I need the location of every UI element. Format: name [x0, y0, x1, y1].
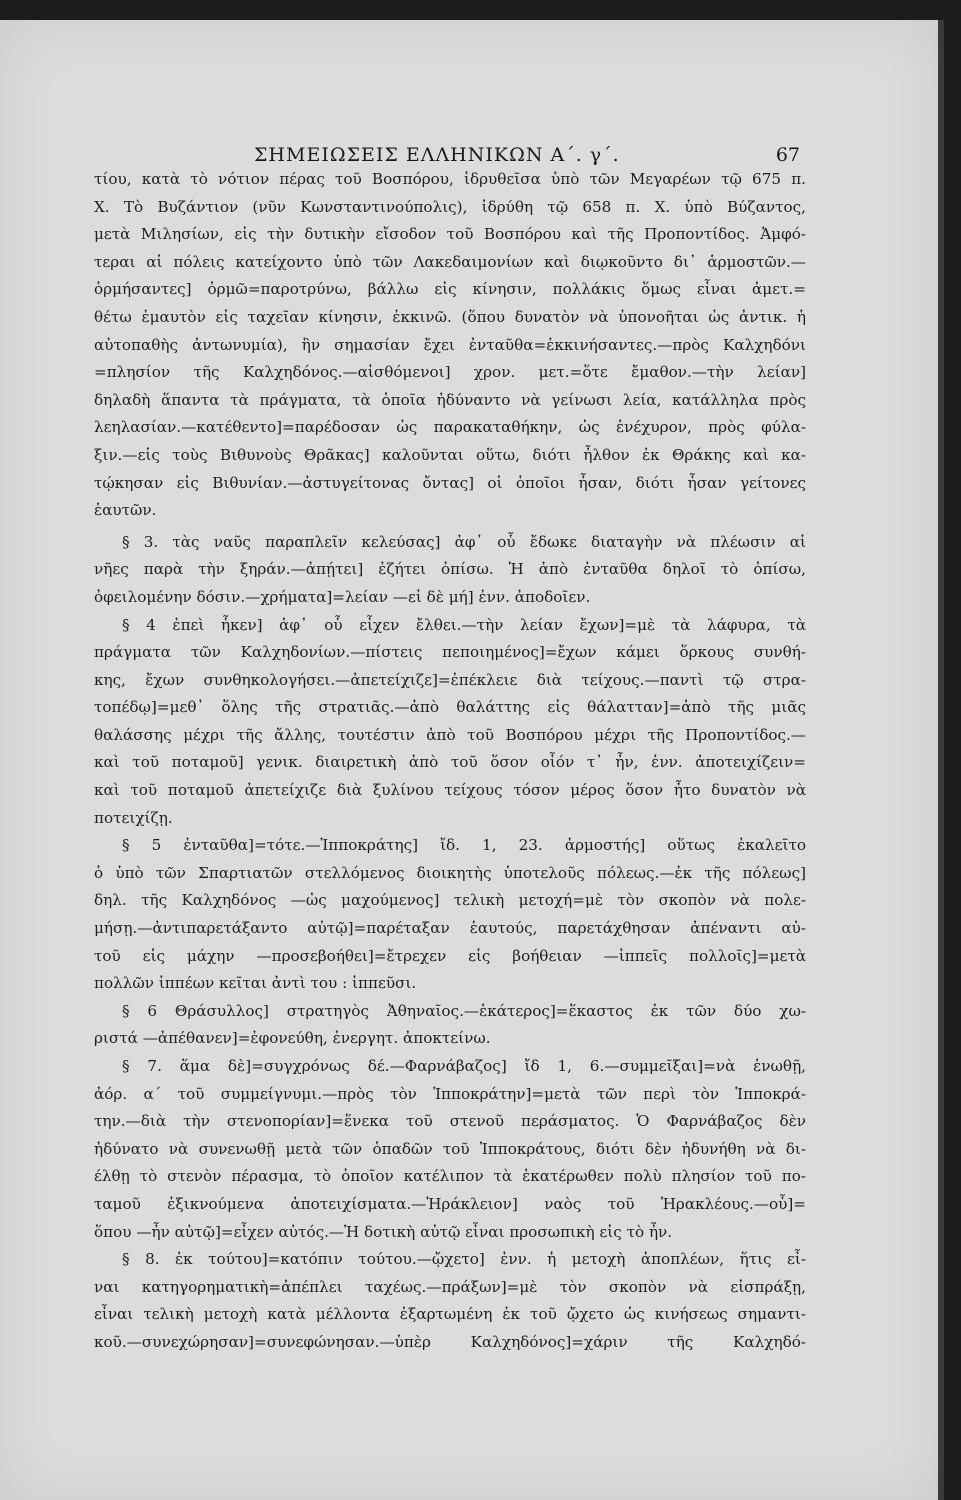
text-line: ἀόρ. α΄ τοῦ συμμείγνυμι.—πρὸς τὸν Ἱπποκράτην]=μετὰ τῶν περὶ τὸν Ἱπποκρά- — [94, 1084, 806, 1103]
section-5-line: § 5 ἐνταῦθα]=τότε.—Ἱπποκράτης] ἴδ. 1, 23. ἁρμοστής] οὕτως ἐκαλεῖτο — [122, 836, 806, 855]
text-line: λεηλασίαν.—κατέθεντο]=παρέδοσαν ὡς παρακαταθήκην, ὡς ἐνέχυρον, πρὸς φύλα- — [94, 418, 806, 437]
text-line: Χ. Τὸ Βυζάντιον (νῦν Κωνσταντινούπολις), ἱδρύθη τῷ 658 π. Χ. ὑπὸ Βύζαντος, — [94, 197, 806, 216]
section-7-line: § 7. ἅμα δὲ]=συγχρόνως δέ.—Φαρνάβαζος] ἴδ 1, 6.—συμμεῖξαι]=νὰ ἑνωθῇ, — [122, 1057, 806, 1075]
text-line: ταμοῦ ἐξικνούμενα ἀποτειχίσματα.—Ἡράκλειον] ναὸς τοῦ Ἡρακλέους.—οὗ]= — [94, 1194, 806, 1213]
text-line: καὶ τοῦ ποταμοῦ ἀπετείχιζε διὰ ξυλίνου τείχους τόσον μέρος ὅσον ἦτο δυνατὸν νὰ — [94, 781, 806, 800]
text-line: ὀφειλομένην δόσιν.—χρήματα]=λείαν —εἰ δὲ μή] ἐνν. ἀποδοῖεν. — [94, 587, 591, 606]
text-line: ὁ ὑπὸ τῶν Σπαρτιατῶν στελλόμενος διοικητὴς ὑποτελοῦς πόλεως.—ἐκ τῆς πόλεως] — [94, 863, 806, 882]
text-line: την.—διὰ τὴν στενοπορίαν]=ἕνεκα τοῦ στενοῦ περάσματος. Ὁ Φαρνάβαζος δὲν — [94, 1112, 806, 1131]
text-line: τοπέδῳ]=μεθ᾽ ὅλης τῆς στρατιᾶς.—ἀπὸ θαλάττης εἰς θάλατταν]=ἀπὸ τῆς μιᾶς — [94, 698, 806, 717]
text-line: κοῦ.—συνεχώρησαν]=συνεφώνησαν.—ὑπὲρ Καλχηδόνος]=χάριν τῆς Καλχηδό- — [94, 1332, 806, 1351]
text-line: θέτω ἐμαυτὸν εἰς ταχεῖαν κίνησιν, ἐκκινῶ. (ὅπου δυνατὸν νὰ ὑπονοῆται ὡς ἀντικ. ἡ — [94, 307, 806, 326]
text-line: δηλαδὴ ἅπαντα τὰ πράγματα, τὰ ὁποῖα ἠδύναντο νὰ γείνωσι λεία, κατάλληλα πρὸς — [94, 390, 806, 409]
text-line: τοῦ εἰς μάχην —προσεβοήθει]=ἔτρεχεν εἰς βοήθειαν —ἱππεῖς πολλοῖς]=μετὰ — [94, 946, 806, 965]
text-line: αὐτοπαθὴς ἀντωνυμία), ἣν σημασίαν ἔχει ἐνταῦθα=ἐκκινήσαντες.—πρὸς Καλχηδόνι — [94, 335, 806, 354]
text-line: ὅπου —ἦν αὐτῷ]=εἶχεν αὐτός.—Ἡ δοτικὴ αὐτῷ εἶναι προσωπικὴ εἰς τὸ ἦν. — [94, 1222, 673, 1241]
text-line: ξιν.—εἰς τοὺς Βιθυνοὺς Θρᾶκας] καλοῦνται οὕτω, διότι ἦλθον ἐκ Θράκης καὶ κα- — [94, 445, 806, 464]
running-title: ΣΗΜΕΙΩΣΕΙΣ ΕΛΛΗΝΙΚΩΝ Α΄. γ΄. — [254, 144, 620, 166]
text-line: ναι κατηγορηματικὴ=ἀπέπλει ταχέως.—πράξων]=μὲ τὸν σκοπὸν νὰ εἰσπράξῃ, — [94, 1277, 806, 1296]
text-line: πράγματα τῶν Καλχηδονίων.—πίστεις πεποιημένος]=ἔχων κάμει ὅρκους συνθή- — [94, 643, 806, 662]
text-line: δηλ. τῆς Καλχηδόνος —ὡς μαχούμενος] τελικὴ μετοχή=μὲ τὸν σκοπὸν νὰ πολε- — [94, 891, 806, 910]
text-line: ἑαυτῶν. — [94, 501, 157, 520]
page-number: 67 — [775, 144, 800, 166]
body-text — [94, 166, 806, 1357]
text-line: ὁρμήσαντες] ὁρμῶ=παροτρύνω, βάλλω εἰς κίνησιν, πολλάκις ὅμως εἶναι ἀμετ.= — [94, 280, 806, 299]
text-line: τῴκησαν εἰς Βιθυνίαν.—ἀστυγείτονας ὄντας] οἱ ὁποῖοι ἦσαν, διότι ἦσαν γείτονες — [94, 473, 806, 492]
text-line: τίου, κατὰ τὸ νότιον πέρας τοῦ Βοσπόρου, ἱδρυθεῖσα ὑπὸ τῶν Μεγαρέων τῷ 675 π. — [94, 170, 806, 188]
section-8-line: § 8. ἐκ τούτου]=κατόπιν τούτου.—ᾤχετο] ἐνν. ἡ μετοχὴ ἀποπλέων, ἥτις εἶ- — [122, 1250, 806, 1269]
scan-border — [0, 0, 961, 20]
text-line: μετὰ Μιλησίων, εἰς τὴν δυτικὴν εἴσοδον τοῦ Βοσπόρου καὶ τῆς Προποντίδος. Ἀμφό- — [94, 225, 806, 244]
text-line: ἠδύνατο νὰ συνενωθῇ μετὰ τῶν ὁπαδῶν τοῦ Ἱπποκράτους, διότι δὲν ἠδυνήθη νὰ δι- — [94, 1139, 806, 1158]
text-line: εἶναι τελικὴ μετοχὴ κατὰ μέλλοντα ἐξαρτωμένη ἐκ τοῦ ᾤχετο ὡς κινήσεως σημαντι- — [94, 1305, 806, 1324]
section-6-line: § 6 Θράσυλλος] στρατηγὸς Ἀθηναῖος.—ἑκάτερος]=ἕκαστος ἐκ τῶν δύο χω- — [122, 1001, 806, 1020]
text-line: κης, ἔχων συνθηκολογήσει.—ἀπετείχιζε]=ἐπέκλειε διὰ τείχους.—παντὶ τῷ στρα- — [94, 670, 806, 689]
text-line: νῆες παρὰ τὴν ξηράν.—ἀπῄτει] ἐζήτει ὀπίσω. Ἡ ἀπὸ ἐνταῦθα δηλοῖ τὸ ὀπίσω, — [94, 560, 806, 579]
text-line: έλθῃ τὸ στενὸν πέρασμα, τὸ ὁποῖον κατέλιπον τὰ ἑκατέρωθεν πολὺ πλησίον τοῦ πο- — [94, 1167, 806, 1186]
section-3-line: § 3. τὰς ναῦς παραπλεῖν κελεύσας] ἀφ᾽ οὗ ἔδωκε διαταγὴν νὰ πλέωσιν αἱ — [122, 532, 806, 551]
text-line: ριστά —ἀπέθανεν]=ἐφονεύθη, ἐνεργητ. ἀποκτείνω. — [94, 1029, 491, 1048]
section-4-line: § 4 ἐπεὶ ἧκεν] ἀφ᾽ οὗ εἶχεν ἔλθει.—τὴν λείαν ἔχων]=μὲ τὰ λάφυρα, τὰ — [122, 615, 806, 634]
text-line: θαλάσσης μέχρι τῆς ἄλλης, τουτέστιν ἀπὸ τοῦ Βοσπόρου μέχρι τῆς Προποντίδος.— — [94, 725, 806, 744]
text-line: ποτειχίζῃ. — [94, 808, 173, 827]
text-line: καὶ τοῦ ποταμοῦ] γενικ. διαιρετικὴ ἀπὸ τοῦ ὅσον οἷόν τ᾽ ἦν, ἐνν. ἀποτειχίζειν= — [94, 753, 806, 772]
text-line: τεραι αἱ πόλεις κατείχοντο ὑπὸ τῶν Λακεδαιμονίων καὶ διῳκοῦντο δι᾽ ἁρμοστῶν.— — [94, 252, 806, 271]
text-line: μήσῃ.—ἀντιπαρετάξαντο αὐτῷ]=παρέταξαν ἑαυτούς, παρετάχθησαν ἀπέναντι αὐ- — [94, 919, 806, 938]
text-line: =πλησίον τῆς Καλχηδόνος.—αἰσθόμενοι] χρον. μετ.=ὅτε ἔμαθον.—τὴν λείαν] — [94, 363, 806, 382]
text-line: πολλῶν ἱππέων κεῖται ἀντὶ του : ἱππεῦσι. — [94, 974, 417, 993]
